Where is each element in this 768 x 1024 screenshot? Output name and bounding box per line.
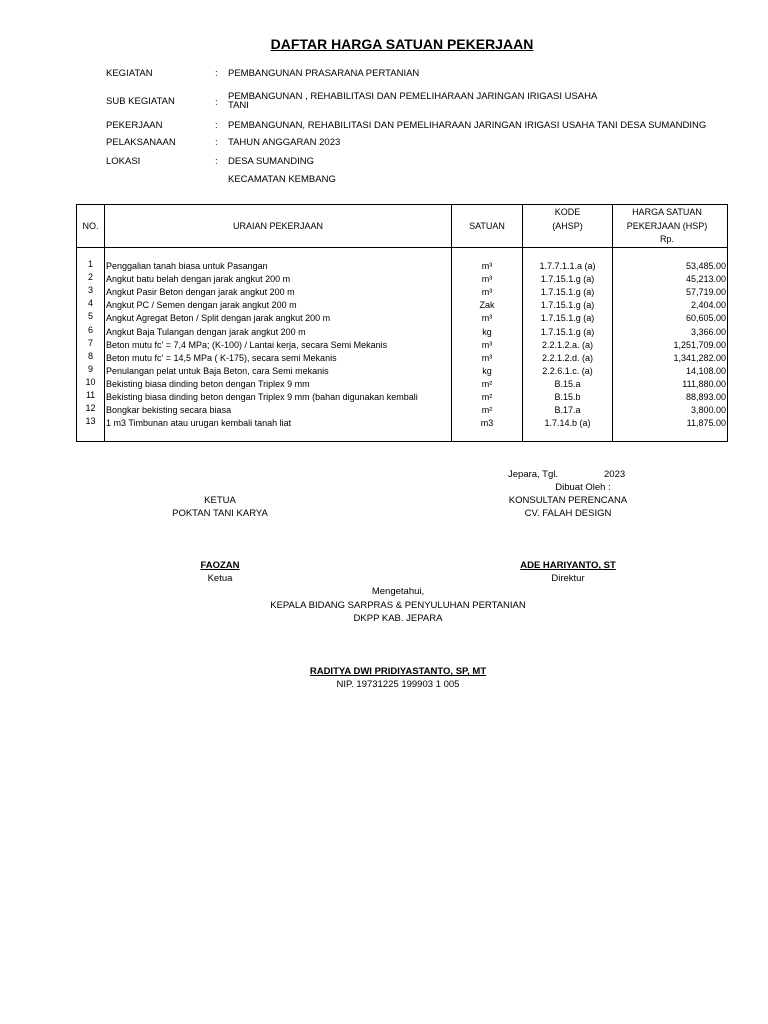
price-table: [76, 204, 728, 442]
header-harga-3: Rp.: [659, 234, 674, 244]
cell-uraian: Angkut batu belah dengan jarak angkut 200 m: [106, 274, 291, 285]
right-signer-title: Direktur: [551, 573, 585, 584]
cell-uraian: Bongkar bekisting secara biasa: [106, 405, 232, 416]
cell-no: 1: [87, 259, 93, 269]
sub-kegiatan-colon: :: [215, 97, 218, 108]
cell-harga: 3,366.00: [690, 326, 726, 337]
sign-year: 2023: [604, 469, 626, 480]
right-signer-name: ADE HARIYANTO, ST: [520, 560, 616, 571]
header-kode-line2: (AHSP): [552, 221, 583, 231]
cell-harga: 88,893.00: [685, 392, 726, 402]
left-org: POKTAN TANI KARYA: [172, 508, 268, 519]
pekerjaan-colon: :: [215, 120, 218, 131]
lokasi-colon: :: [215, 156, 218, 167]
cell-kode: 1.7.15.1.g (a): [540, 274, 595, 285]
kegiatan-colon: :: [215, 68, 218, 79]
cell-satuan: kg: [482, 365, 492, 376]
header-kode-line1: KODE: [554, 207, 581, 217]
cell-harga: 1,341,282.00: [673, 352, 726, 363]
cell-uraian: Beton mutu fc' = 14,5 MPa ( K-175), secara semi Mekanis: [106, 352, 337, 363]
header-divider: [77, 247, 727, 248]
header-no: NO.: [82, 221, 99, 231]
left-role: KETUA: [204, 495, 236, 506]
bottom-org: DKPP KAB. JEPARA: [353, 613, 443, 624]
cell-satuan: kg: [482, 326, 492, 337]
cell-no: 11: [85, 390, 96, 400]
cell-harga: 60,605.00: [685, 313, 726, 324]
pelaksanaan-value: TAHUN ANGGARAN 2023: [228, 137, 341, 148]
cell-kode: B.17.a: [554, 405, 581, 416]
cell-harga: 53,485.00: [685, 261, 726, 271]
lokasi-value-line2: KECAMATAN KEMBANG: [228, 174, 336, 185]
cell-no: 5: [87, 311, 93, 322]
cell-harga: 3,800.00: [690, 405, 726, 416]
cell-no: 7: [87, 337, 93, 348]
page-title: DAFTAR HARGA SATUAN PEKERJAAN: [270, 36, 534, 52]
cell-harga: 111,880.00: [682, 378, 726, 389]
cell-kode: 1.7.7.1.1.a (a): [539, 261, 596, 271]
cell-satuan: m³: [481, 339, 493, 350]
cell-kode: 1.7.15.1.g (a): [540, 313, 595, 324]
cell-satuan: m³: [481, 352, 493, 363]
header-harga-1: HARGA SATUAN: [632, 207, 702, 217]
cell-uraian: Penggalian tanah biasa untuk Pasangan: [106, 261, 268, 271]
sub-kegiatan-label: SUB KEGIATAN: [106, 96, 175, 107]
cell-harga: 14,108.00: [685, 365, 726, 376]
left-signer-title: Ketua: [207, 573, 233, 584]
cell-kode: 1.7.14.b (a): [544, 418, 591, 429]
cell-uraian: Angkut PC / Semen dengan jarak angkut 200 m: [106, 300, 297, 311]
header-satuan: SATUAN: [469, 221, 505, 231]
cell-satuan: m³: [481, 287, 493, 298]
pekerjaan-value: PEMBANGUNAN, REHABILITASI DAN PEMELIHARAAN JARINGAN IRIGASI USAHA TANI DESA SUMANDING: [228, 120, 707, 131]
pekerjaan-label: PEKERJAAN: [106, 120, 163, 131]
cell-kode: 1.7.15.1.g (a): [540, 287, 595, 298]
pelaksanaan-colon: :: [215, 137, 218, 148]
cell-kode: 1.7.15.1.g (a): [540, 326, 595, 337]
pelaksanaan-label: PELAKSANAAN: [106, 137, 176, 148]
header-harga-2: PEKERJAAN (HSP): [626, 221, 708, 231]
cell-uraian: Bekisting biasa dinding beton dengan Triplex 9 mm: [106, 378, 310, 389]
sub-kegiatan-value-line2: TANI: [228, 100, 249, 111]
place-date: Jepara, Tgl.: [508, 469, 558, 480]
sub-kegiatan-value-line1: PEMBANGUNAN , REHABILITASI DAN PEMELIHARAAN JARINGAN IRIGASI USAHA: [228, 91, 598, 102]
cell-satuan: m³: [481, 261, 493, 271]
kegiatan-value: PEMBANGUNAN PRASARANA PERTANIAN: [228, 68, 420, 79]
cell-harga: 11,875.00: [686, 418, 726, 429]
cell-kode: 1.7.15.1.g (a): [540, 300, 595, 311]
cell-uraian: 1 m3 Timbunan atau urugan kembali tanah liat: [106, 418, 292, 429]
cell-no: 12: [85, 403, 96, 414]
cell-harga: 1,251,709.00: [673, 339, 726, 350]
cell-kode: 2.2.6.1.c. (a): [542, 365, 593, 376]
bottom-signer-nip: NIP. 19731225 199903 1 005: [336, 679, 460, 690]
cell-kode: B.15.b: [554, 392, 581, 402]
cell-uraian: Angkut Pasir Beton dengan jarak angkut 200 m: [106, 287, 295, 298]
cell-no: 2: [87, 272, 93, 283]
cell-uraian: Angkut Agregat Beton / Split dengan jarak angkut 200 m: [106, 313, 331, 324]
kegiatan-label: KEGIATAN: [106, 68, 153, 79]
lokasi-value-line1: DESA SUMANDING: [228, 156, 315, 167]
cell-satuan: Zak: [479, 300, 495, 311]
header-uraian: URAIAN PEKERJAAN: [232, 221, 324, 231]
cell-no: 4: [87, 298, 93, 309]
cell-satuan: m²: [481, 405, 493, 416]
cell-uraian: Angkut Baja Tulangan dengan jarak angkut 200 m: [106, 326, 306, 337]
cell-kode: 2.2.1.2.a. (a): [541, 339, 594, 350]
cell-satuan: m²: [481, 378, 493, 389]
right-role: KONSULTAN PERENCANA: [508, 495, 628, 506]
right-org: CV. FALAH DESIGN: [524, 508, 612, 519]
bottom-role: KEPALA BIDANG SARPRAS & PENYULUHAN PERTANIAN: [270, 600, 526, 611]
mengetahui: Mengetahui,: [371, 586, 425, 597]
cell-no: 10: [85, 376, 96, 387]
bottom-signer-name: RADITYA DWI PRIDIYASTANTO, SP, MT: [309, 666, 487, 677]
cell-harga: 45,213.00: [685, 274, 726, 285]
cell-uraian: Penulangan pelat untuk Baja Beton, cara Semi mekanis: [106, 365, 329, 376]
cell-kode: 2.2.1.2.d. (a): [541, 352, 594, 363]
cell-satuan: m3: [480, 418, 494, 429]
cell-uraian: Bekisting biasa dinding beton dengan Triplex 9 mm (bahan digunakan kembali: [106, 392, 418, 402]
cell-harga: 2,404.00: [690, 300, 726, 311]
col-divider: [104, 205, 105, 441]
cell-no: 13: [85, 416, 96, 427]
cell-satuan: m³: [481, 274, 493, 285]
cell-satuan: m³: [481, 313, 493, 324]
cell-no: 6: [87, 324, 93, 335]
dibuat-oleh: Dibuat Oleh :: [555, 482, 611, 493]
cell-no: 3: [87, 285, 93, 296]
cell-no: 9: [87, 363, 93, 374]
lokasi-label: LOKASI: [106, 156, 141, 167]
cell-satuan: m²: [481, 392, 493, 402]
cell-harga: 57,719.00: [685, 287, 726, 298]
cell-kode: B.15.a: [554, 378, 581, 389]
left-signer-name: FAOZAN: [200, 560, 240, 571]
cell-uraian: Beton mutu fc' = 7,4 MPa; (K-100) / Lantai kerja, secara Semi Mekanis: [106, 339, 388, 350]
cell-no: 8: [87, 350, 93, 361]
